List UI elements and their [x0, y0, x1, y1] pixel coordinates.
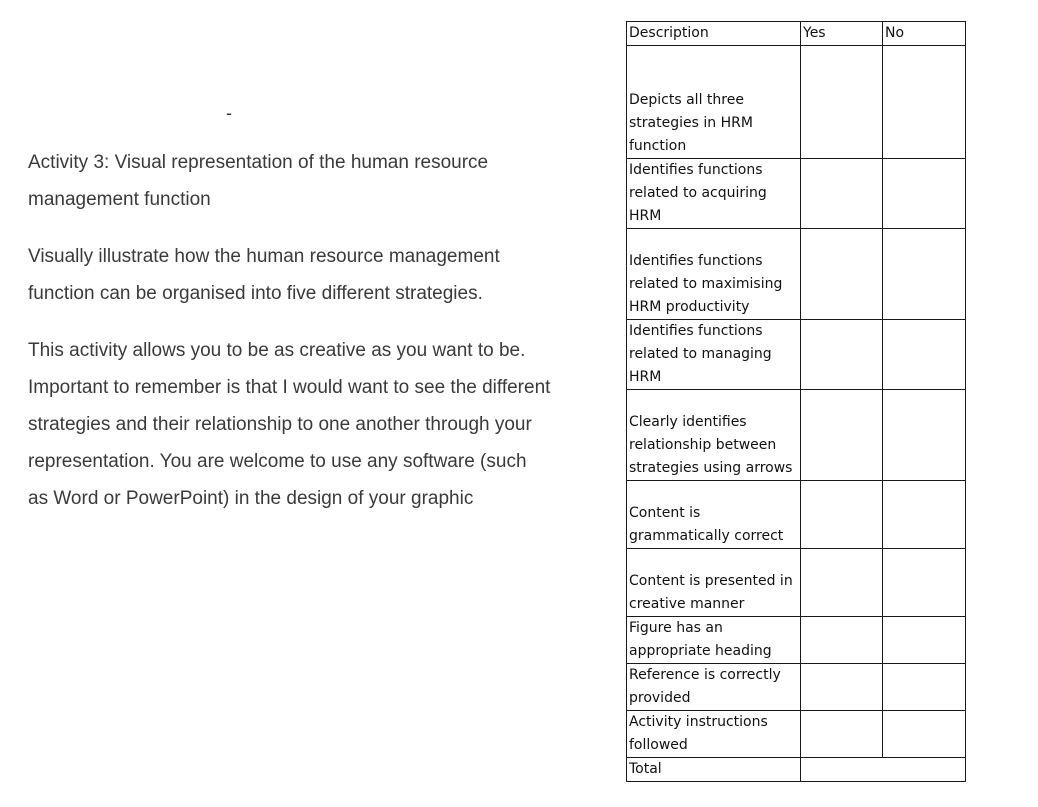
instruction-line: function can be organised into five different strategies. — [28, 283, 483, 304]
yes-cell[interactable] — [801, 549, 883, 617]
criterion-line: followed — [629, 737, 688, 753]
criterion-line: provided — [629, 690, 691, 706]
criterion-line: Identifies functions — [629, 162, 763, 178]
details-line: This activity allows you to be as creative as you want to be. — [28, 340, 526, 361]
rubric-header-row — [627, 22, 966, 46]
yes-cell[interactable] — [801, 46, 883, 159]
no-cell[interactable] — [883, 229, 966, 320]
criterion-line: HRM — [629, 208, 662, 224]
yes-cell[interactable] — [801, 481, 883, 549]
criterion-line: strategies in HRM — [629, 115, 753, 131]
yes-cell[interactable] — [801, 617, 883, 664]
criterion-line: Figure has an — [629, 620, 723, 636]
criterion-line: Content is presented in — [629, 573, 793, 589]
no-cell[interactable] — [883, 390, 966, 481]
rubric-row — [627, 664, 966, 711]
rubric-row — [627, 617, 966, 664]
rubric-row — [627, 549, 966, 617]
criterion-line: HRM productivity — [629, 299, 750, 315]
rubric-row — [627, 46, 966, 159]
criterion-line: HRM — [629, 369, 662, 385]
header-description: Description — [627, 22, 801, 46]
yes-cell[interactable] — [801, 320, 883, 390]
rubric-row — [627, 711, 966, 758]
criterion-line: related to acquiring — [629, 185, 767, 201]
criterion-line: related to maximising — [629, 276, 783, 292]
yes-cell[interactable] — [801, 664, 883, 711]
criterion-cell — [627, 320, 801, 390]
activity-title-line: management function — [28, 189, 211, 210]
rubric-total-row — [627, 758, 966, 782]
details-line: representation. You are welcome to use any software (such — [28, 451, 527, 472]
criterion-line: Reference is correctly — [629, 667, 781, 683]
criterion-line: Identifies functions — [629, 253, 763, 269]
no-cell[interactable] — [883, 617, 966, 664]
no-cell[interactable] — [883, 664, 966, 711]
criterion-line: grammatically correct — [629, 528, 784, 544]
criterion-line: related to managing — [629, 346, 772, 362]
no-cell[interactable] — [883, 711, 966, 758]
yes-cell[interactable] — [801, 390, 883, 481]
activity-instruction — [28, 238, 500, 312]
activity-details — [28, 332, 550, 517]
header-yes: Yes — [801, 22, 883, 46]
criterion-line: strategies using arrows — [629, 460, 793, 476]
rubric-row — [627, 229, 966, 320]
rubric-row — [627, 159, 966, 229]
total-value-cell[interactable] — [801, 758, 966, 782]
rubric-table — [626, 21, 966, 782]
criterion-cell — [627, 46, 801, 159]
criterion-cell — [627, 617, 801, 664]
criterion-line: appropriate heading — [629, 643, 772, 659]
criterion-line: function — [629, 138, 687, 154]
rubric-row — [627, 390, 966, 481]
total-label: Total — [627, 758, 801, 782]
yes-cell[interactable] — [801, 159, 883, 229]
details-line: strategies and their relationship to one another through your — [28, 414, 532, 435]
criterion-line: creative manner — [629, 596, 745, 612]
criterion-cell — [627, 390, 801, 481]
instruction-line: Visually illustrate how the human resource management — [28, 246, 500, 267]
no-cell[interactable] — [883, 46, 966, 159]
criterion-cell — [627, 159, 801, 229]
rubric-row — [627, 320, 966, 390]
yes-cell[interactable] — [801, 229, 883, 320]
criterion-cell — [627, 549, 801, 617]
criterion-cell — [627, 664, 801, 711]
criterion-line: relationship between — [629, 437, 777, 453]
criterion-cell — [627, 711, 801, 758]
criterion-cell — [627, 229, 801, 320]
activity-title — [28, 144, 488, 218]
details-line: Important to remember is that I would want to see the different — [28, 377, 551, 398]
criterion-line: Depicts all three — [629, 92, 744, 108]
criterion-line: Activity instructions — [629, 714, 768, 730]
no-cell[interactable] — [883, 320, 966, 390]
no-cell[interactable] — [883, 481, 966, 549]
criterion-cell — [627, 481, 801, 549]
header-no: No — [883, 22, 966, 46]
criterion-line: Identifies functions — [629, 323, 763, 339]
no-cell[interactable] — [883, 549, 966, 617]
rubric-row — [627, 481, 966, 549]
yes-cell[interactable] — [801, 711, 883, 758]
no-cell[interactable] — [883, 159, 966, 229]
details-line: as Word or PowerPoint) in the design of your graphic — [28, 488, 474, 509]
stray-dash-mark: - — [226, 103, 232, 123]
criterion-line: Clearly identifies — [629, 414, 747, 430]
criterion-line: Content is — [629, 505, 701, 521]
activity-title-line: Activity 3: Visual representation of the human resource — [28, 152, 489, 173]
